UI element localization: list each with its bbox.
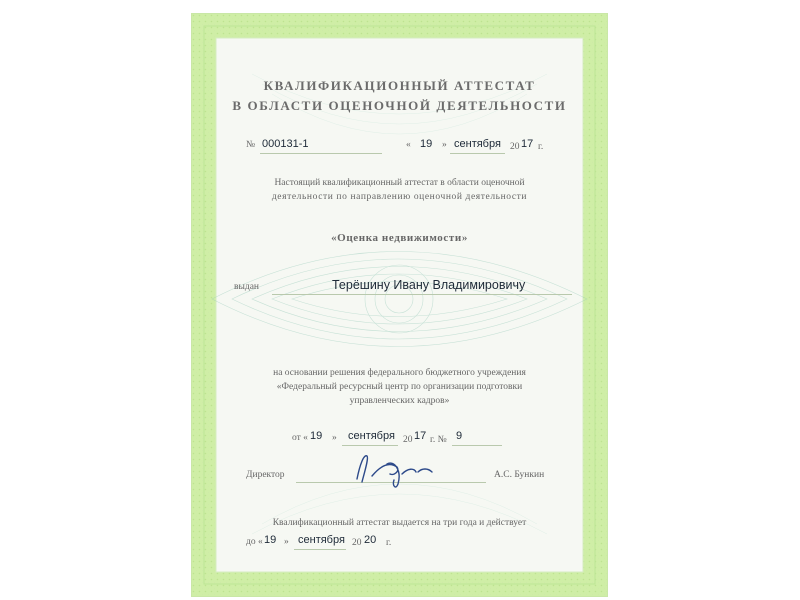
decision-year-unit: г. № <box>430 435 447 445</box>
date-close-quote: » <box>442 140 447 150</box>
validity-year-unit: г. <box>386 538 392 548</box>
assessment-direction: «Оценка недвижимости» <box>331 232 468 244</box>
date-year-suffix: 17 <box>521 138 534 150</box>
validity-year-suffix: 20 <box>364 534 377 546</box>
date-year-prefix: 20 <box>510 142 520 152</box>
basis-line2: «Федеральный ресурсный центр по организации подготовки <box>276 382 523 392</box>
decision-year-prefix: 20 <box>403 435 413 445</box>
issued-to-name: Терёшину Ивану Владимировичу <box>332 278 526 292</box>
director-label: Директор <box>246 470 285 480</box>
basis-line3: управленческих кадров» <box>349 396 450 406</box>
number-underline <box>260 153 382 154</box>
issued-label: выдан <box>234 282 260 292</box>
date-open-quote: « <box>406 140 411 150</box>
validity-line1: Квалификационный аттестат выдается на три года и действует <box>272 518 527 528</box>
validity-year-prefix: 20 <box>352 538 362 548</box>
decision-number-underline <box>452 445 502 446</box>
validity-close-quote: » <box>284 537 289 547</box>
certificate-number: 000131-1 <box>262 138 309 150</box>
intro-line2: деятельности по направлению оценочной деятельности <box>271 192 528 202</box>
decision-from: от « <box>292 433 308 443</box>
director-signature <box>342 434 437 494</box>
decision-number: 9 <box>456 430 463 442</box>
month-underline <box>450 153 505 154</box>
validity-until: до « <box>246 537 263 547</box>
director-name: А.С. Бункин <box>494 470 545 480</box>
issued-underline <box>272 294 572 295</box>
validity-day: 19 <box>264 534 277 546</box>
certificate-title-line1: КВАЛИФИКАЦИОННЫЙ АТТЕСТАТ <box>263 78 536 93</box>
intro-line1: Настоящий квалификационный аттестат в области оценочной <box>274 178 525 188</box>
decision-close-quote: » <box>332 433 337 443</box>
number-sign: № <box>246 140 256 150</box>
validity-month: сентября <box>298 534 345 546</box>
validity-month-underline <box>294 549 346 550</box>
decision-year-suffix: 17 <box>414 430 427 442</box>
date-year-unit: г. <box>538 142 544 152</box>
certificate-sheet <box>192 14 607 596</box>
decision-day: 19 <box>310 430 323 442</box>
decision-month: сентября <box>348 430 395 442</box>
basis-line1: на основании решения федерального бюджетного учреждения <box>273 368 526 378</box>
date-day: 19 <box>420 138 433 150</box>
certificate-title-line2: В ОБЛАСТИ ОЦЕНОЧНОЙ ДЕЯТЕЛЬНОСТИ <box>232 98 567 113</box>
date-month: сентября <box>454 138 501 150</box>
